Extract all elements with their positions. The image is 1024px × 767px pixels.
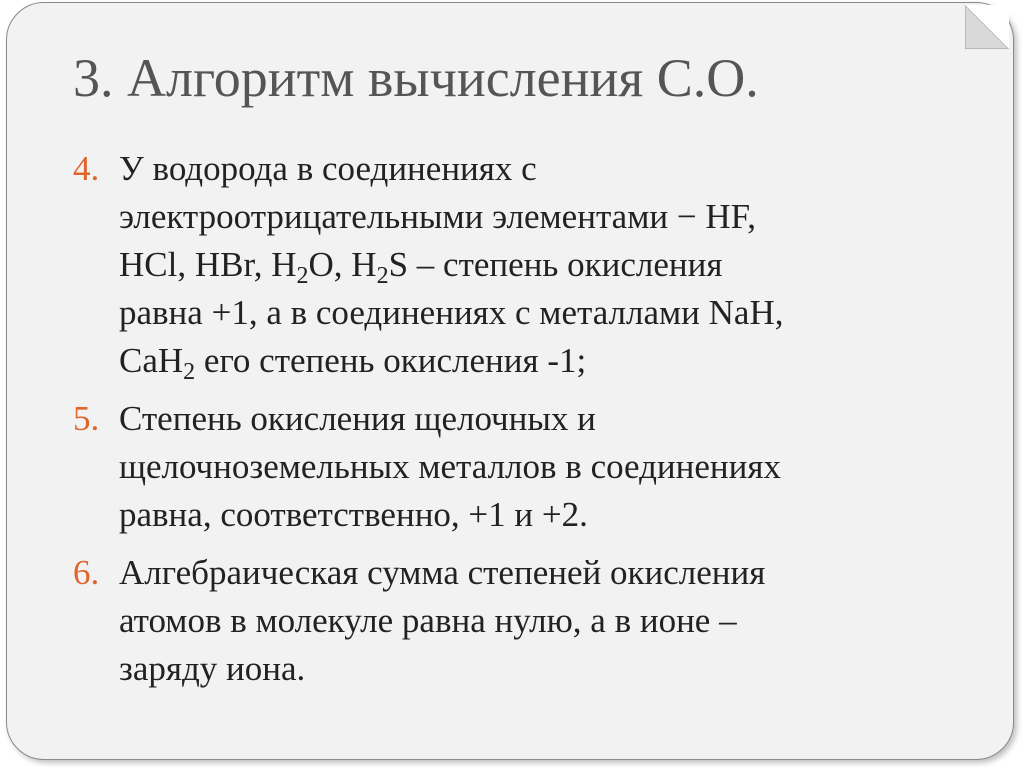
item-line — [119, 337, 973, 385]
item-line: Алгебраическая сумма степеней окисления — [119, 553, 766, 592]
subscript: 2 — [296, 263, 309, 289]
list-item-number: 5. — [73, 399, 100, 438]
subscript: 2 — [376, 263, 389, 289]
list-item-number: 4. — [73, 149, 100, 188]
item-line: равна, соответственно, +1 и +2. — [119, 495, 588, 534]
rule-list — [73, 145, 973, 703]
item-line: заряду иона. — [119, 649, 306, 688]
list-item — [73, 145, 973, 385]
subscript: 2 — [183, 359, 196, 385]
item-line — [119, 241, 973, 289]
item-line: У водорода в соединениях с — [119, 149, 537, 188]
line-text: S – степень окисления — [388, 245, 723, 284]
item-line: электроотрицательными элементами − HF, — [119, 197, 757, 236]
item-line: щелочноземельных металлов в соединениях — [119, 447, 781, 486]
line-text: CaH — [119, 341, 184, 380]
list-item — [73, 549, 973, 693]
line-text: O, H — [308, 245, 377, 284]
item-line: Степень окисления щелочных и — [119, 399, 596, 438]
line-text: его степень окисления -1; — [195, 341, 587, 380]
line-text: HCl, HBr, H — [119, 245, 297, 284]
slide-title: 3. Алгоритм вычисления С.О. — [73, 48, 759, 108]
list-item — [73, 395, 973, 539]
list-item-number: 6. — [73, 553, 100, 592]
page-curl-corner — [965, 5, 1009, 49]
item-line: равна +1, а в соединениях с металлами NaH, — [119, 293, 784, 332]
slide — [6, 2, 1014, 760]
item-line: атомов в молекуле равна нулю, а в ионе – — [119, 601, 737, 640]
